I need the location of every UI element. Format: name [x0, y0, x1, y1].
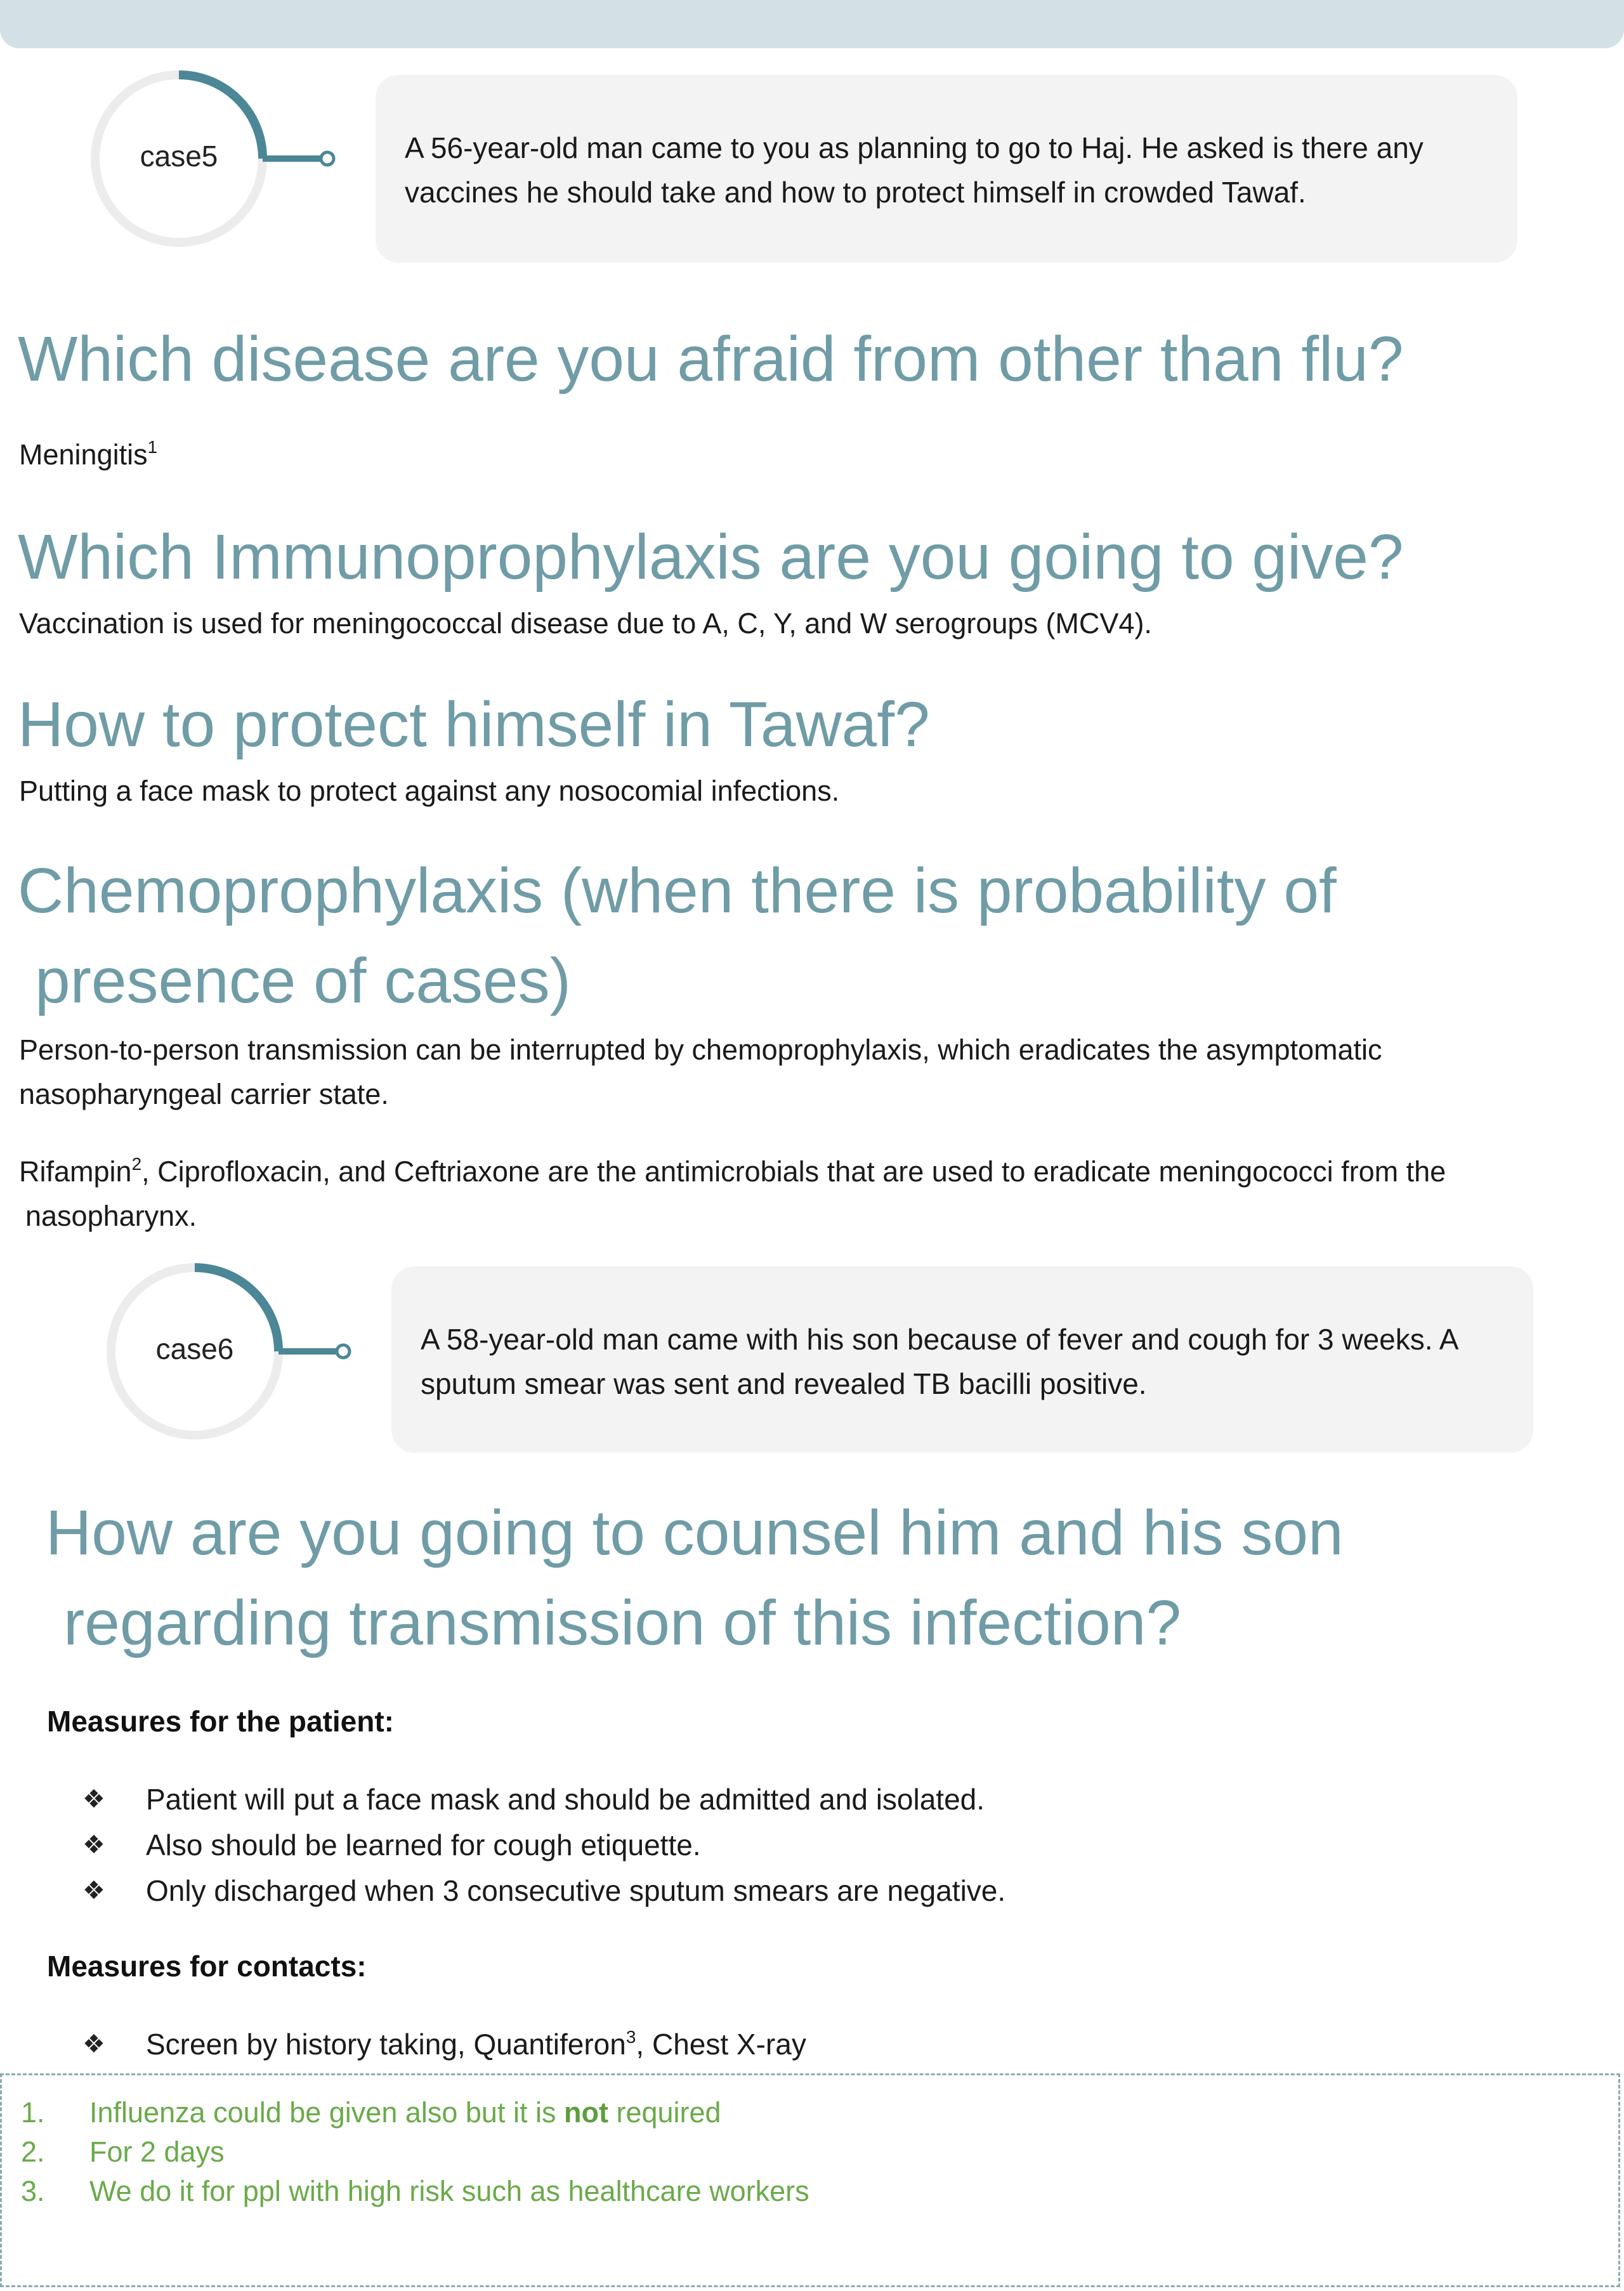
heading-chemoprophylaxis-line1: Chemoprophylaxis (when there is probability of	[18, 855, 1337, 926]
case5-description-box	[376, 75, 1517, 263]
chemoprophylaxis-para2-line2: nasopharynx.	[25, 1200, 197, 1232]
footnote-3-text: We do it for ppl with high risk such as healthcare workers	[89, 2175, 809, 2207]
case6-label: case6	[155, 1332, 234, 1365]
case5-text-line2: vaccines he should take and how to protect himself in crowded Tawaf.	[405, 176, 1306, 209]
footnote-1-post: required	[608, 2096, 721, 2129]
case5-ring-badge	[82, 67, 266, 251]
contacts-item-pre: Screen by history taking, Quantiferon	[146, 2028, 626, 2061]
heading-immunoprophylaxis: Which Immunoprophylaxis are you going to give?	[18, 522, 1404, 593]
footnotes-list	[21, 2093, 809, 2211]
list-item	[82, 1776, 1005, 1822]
diamond-bullet-icon: ❖	[82, 1831, 105, 1859]
answer-vaccination: Vaccination is used for meningococcal disease due to A, C, Y, and W serogroups (MCV4).	[19, 607, 1152, 640]
footnote-2-text: For 2 days	[89, 2136, 225, 2168]
case6-text-line1: A 58-year-old man came with his son because of fever and cough for 3 weeks. A	[421, 1323, 1459, 1356]
footnote-ref-2: 2	[131, 1154, 142, 1174]
top-header-bar	[0, 0, 1624, 48]
case6-description-box	[391, 1266, 1533, 1453]
heading-counsel-line1: How are you going to counsel him and his son	[46, 1497, 1344, 1568]
list-item	[82, 1868, 1005, 1914]
diamond-bullet-icon: ❖	[82, 1877, 105, 1905]
answer-meningitis-text: Meningitis	[19, 438, 148, 471]
footnote-3	[21, 2172, 809, 2211]
answer-face-mask: Putting a face mask to protect against any nosocomial infections.	[19, 775, 840, 807]
heading-disease-question: Which disease are you afraid from other than flu?	[18, 324, 1404, 395]
patient-item-text: Also should be learned for cough etiquette.	[146, 1828, 701, 1861]
chemoprophylaxis-para2-line1	[19, 1150, 1446, 1194]
diamond-bullet-icon: ❖	[82, 2030, 105, 2058]
patient-measures-heading: Measures for the patient:	[47, 1705, 394, 1738]
antimicrobials-text: , Ciprofloxacin, and Ceftriaxone are the antimicrobials that are used to eradicate meningococci from the	[141, 1155, 1446, 1188]
rifampin-text: Rifampin	[19, 1155, 132, 1188]
footnote-number: 2.	[21, 2136, 45, 2168]
case6-text-line2: sputum smear was sent and revealed TB bacilli positive.	[421, 1367, 1147, 1400]
heading-counsel-line2: regarding transmission of this infection?	[63, 1587, 1182, 1658]
heading-tawaf-protection: How to protect himself in Tawaf?	[18, 689, 930, 760]
list-item	[82, 2021, 806, 2067]
list-item	[82, 1822, 1005, 1868]
footnote-1-bold: not	[563, 2096, 608, 2129]
case5-label: case5	[140, 140, 218, 173]
footnote-number: 3.	[21, 2175, 45, 2207]
footnote-1-pre: Influenza could be given also but it is	[89, 2096, 564, 2129]
patient-item-text: Patient will put a face mask and should be admitted and isolated.	[146, 1783, 985, 1816]
contacts-measures-heading: Measures for contacts:	[47, 1950, 367, 1983]
chemoprophylaxis-para1-line2: nasopharyngeal carrier state.	[19, 1078, 389, 1110]
footnote-1	[21, 2093, 809, 2132]
footnotes-box	[0, 2073, 1620, 2287]
case6-ring-badge	[98, 1259, 282, 1443]
footnote-2	[21, 2132, 809, 2172]
contacts-item-post: , Chest X-ray	[636, 2028, 806, 2061]
contacts-item-text	[146, 2021, 806, 2067]
heading-chemoprophylaxis-line2: presence of cases)	[35, 945, 571, 1016]
chemoprophylaxis-para1-line1: Person-to-person transmission can be interrupted by chemoprophylaxis, which eradicates the asymptomatic	[19, 1034, 1382, 1066]
footnote-1-text	[89, 2093, 721, 2132]
diamond-bullet-icon: ❖	[82, 1785, 105, 1813]
footnote-ref-1: 1	[147, 437, 158, 457]
footnote-ref-3: 3	[625, 2027, 636, 2047]
answer-meningitis	[19, 433, 157, 477]
patient-item-text: Only discharged when 3 consecutive sputum smears are negative.	[146, 1874, 1006, 1907]
contacts-measures-list	[82, 2021, 806, 2067]
case5-text-line1: A 56-year-old man came to you as planning to go to Haj. He asked is there any	[405, 131, 1424, 164]
patient-measures-list	[82, 1776, 1005, 1914]
footnote-number: 1.	[21, 2096, 45, 2129]
